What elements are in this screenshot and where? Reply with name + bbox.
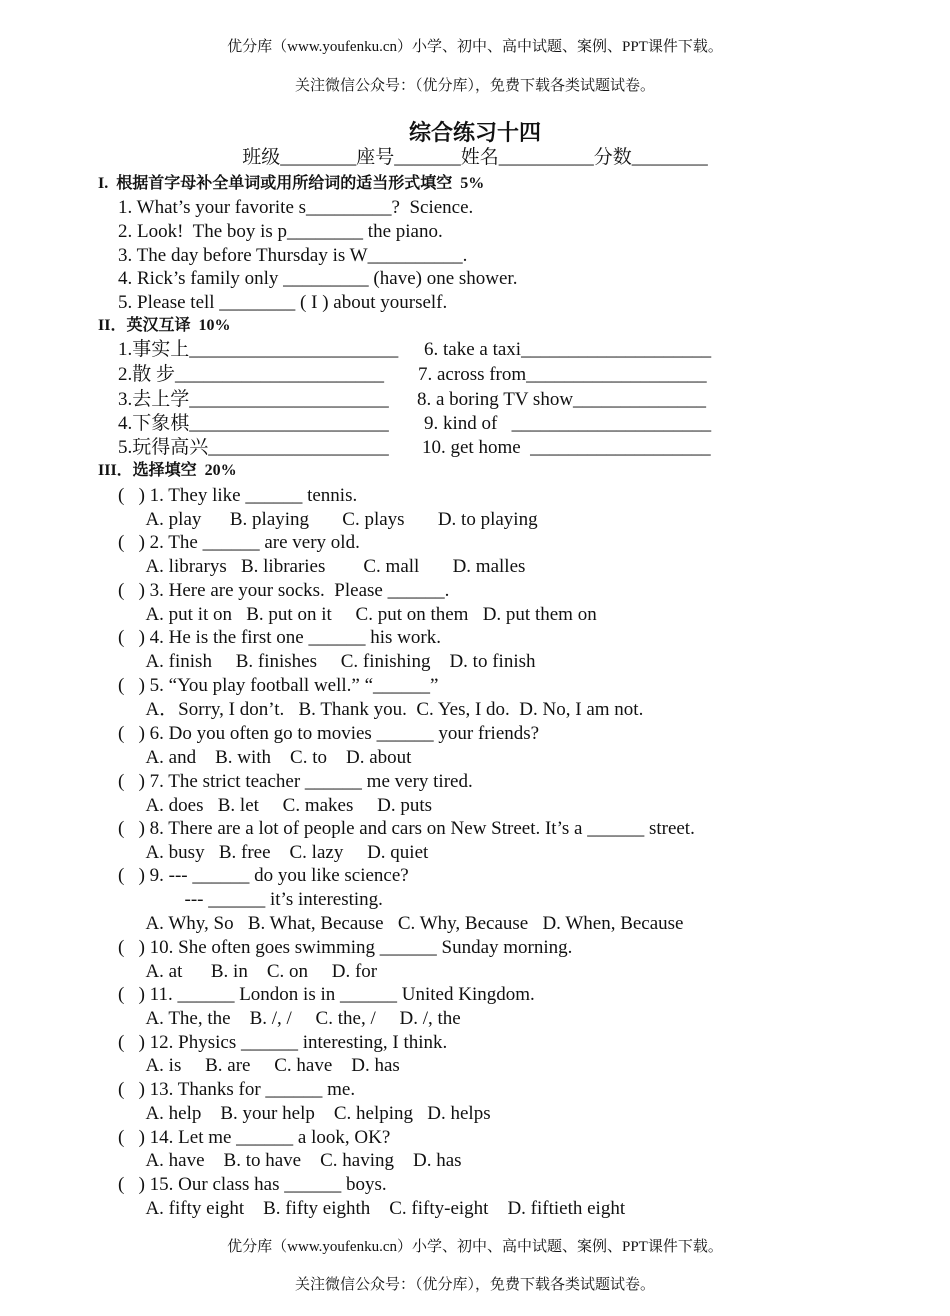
s2-right-6: 6. take a taxi____________________ (424, 339, 712, 360)
mc-options: A. busy B. free C. lazy D. quiet (118, 842, 429, 863)
mc-question: ( ) 14. Let me ______ a look, OK? (118, 1127, 391, 1148)
s1-question-2: 2. Look! The boy is p________ the piano. (118, 221, 443, 242)
section-1-heading: I. 根据首字母补全单词或用所给词的适当形式填空 5% (98, 175, 485, 192)
mc-question: ( ) 3. Here are your socks. Please ______. (118, 580, 450, 601)
s1-question-3: 3. The day before Thursday is W__________. (118, 245, 468, 266)
footer-line-2: 关注微信公众号：（优分库），免费下载各类试题试卷。 (294, 1277, 655, 1293)
mc-options: A. librarys B. libraries C. mall D. malles (118, 556, 526, 577)
mc-question: ( ) 7. The strict teacher ______ me very tired. (118, 771, 473, 792)
footer-line-1: 优分库（www.youfenku.cn）小学、初中、高中试题、案例、PPT课件下载。 (227, 1239, 723, 1255)
mc-options: A. have B. to have C. having D. has (118, 1150, 462, 1171)
page-title: 综合练习十四 (408, 120, 541, 145)
mc-options: A. play B. playing C. plays D. to playing (118, 509, 538, 530)
mc-question-continued: --- ______ it’s interesting. (118, 889, 383, 910)
section-3-heading: III．选择填空 20% (98, 462, 237, 479)
mc-question: ( ) 5. “You play football well.” “______” (118, 675, 439, 696)
mc-options: A. Why, So B. What, Because C. Why, Because D. When, Because (118, 913, 684, 934)
mc-question: ( ) 11. ______ London is in ______ United Kingdom. (118, 984, 535, 1005)
mc-question: ( ) 9. --- ______ do you like science? (118, 865, 409, 886)
s2-left-4: 4.下象棋_____________________ (118, 413, 389, 434)
mc-question: ( ) 8. There are a lot of people and cars on New Street. It’s a ______ street. (118, 818, 695, 839)
header-line-1: 优分库（www.youfenku.cn）小学、初中、高中试题、案例、PPT课件下载。 (227, 39, 723, 55)
mc-question: ( ) 10. She often goes swimming ______ Sunday morning. (118, 937, 573, 958)
s1-question-4: 4. Rick’s family only _________ (have) one shower. (118, 268, 518, 289)
mc-options: A. The, the B. /, / C. the, / D. /, the (118, 1008, 461, 1029)
mc-options: A．Sorry, I don’t. B. Thank you. C. Yes, I do. D. No, I am not. (118, 699, 644, 720)
mc-question: ( ) 12. Physics ______ interesting, I think. (118, 1032, 448, 1053)
s1-question-1: 1. What’s your favorite s_________? Science. (118, 197, 474, 218)
mc-options: A. is B. are C. have D. has (118, 1055, 400, 1076)
mc-question: ( ) 13. Thanks for ______ me. (118, 1079, 356, 1100)
mc-options: A. finish B. finishes C. finishing D. to finish (118, 651, 536, 672)
s2-left-1: 1.事实上______________________ (118, 339, 399, 360)
s2-right-7: 7. across from___________________ (418, 364, 707, 385)
mc-options: A. and B. with C. to D. about (118, 747, 412, 768)
mc-question: ( ) 1. They like ______ tennis. (118, 485, 358, 506)
s2-right-9: 9. kind of _____________________ (424, 413, 712, 434)
mc-options: A. at B. in C. on D. for (118, 961, 378, 982)
mc-question: ( ) 2. The ______ are very old. (118, 532, 360, 553)
mc-question: ( ) 15. Our class has ______ boys. (118, 1174, 387, 1195)
mc-question: ( ) 6. Do you often go to movies ______ your friends? (118, 723, 540, 744)
section-2-heading: II．英汉互译 10% (98, 317, 231, 334)
mc-options: A. put it on B. put on it C. put on them D. put them on (118, 604, 597, 625)
student-info-line: 班级________座号_______姓名__________分数________ (242, 147, 708, 168)
mc-options: A. help B. your help C. helping D. helps (118, 1103, 491, 1124)
s2-left-5: 5.玩得高兴___________________ (118, 437, 389, 458)
s2-left-3: 3.去上学_____________________ (118, 389, 389, 410)
mc-options: A. does B. let C. makes D. puts (118, 795, 433, 816)
mc-question: ( ) 4. He is the first one ______ his work. (118, 627, 441, 648)
s2-left-2: 2.散 步______________________ (118, 364, 385, 385)
s1-question-5: 5. Please tell ________ ( I ) about yourself. (118, 292, 448, 313)
header-line-2: 关注微信公众号：（优分库），免费下载各类试题试卷。 (294, 78, 655, 94)
s2-right-8: 8. a boring TV show______________ (417, 389, 707, 410)
s2-right-10: 10. get home ___________________ (422, 437, 711, 458)
mc-options: A. fifty eight B. fifty eighth C. fifty-eight D. fiftieth eight (118, 1198, 626, 1219)
